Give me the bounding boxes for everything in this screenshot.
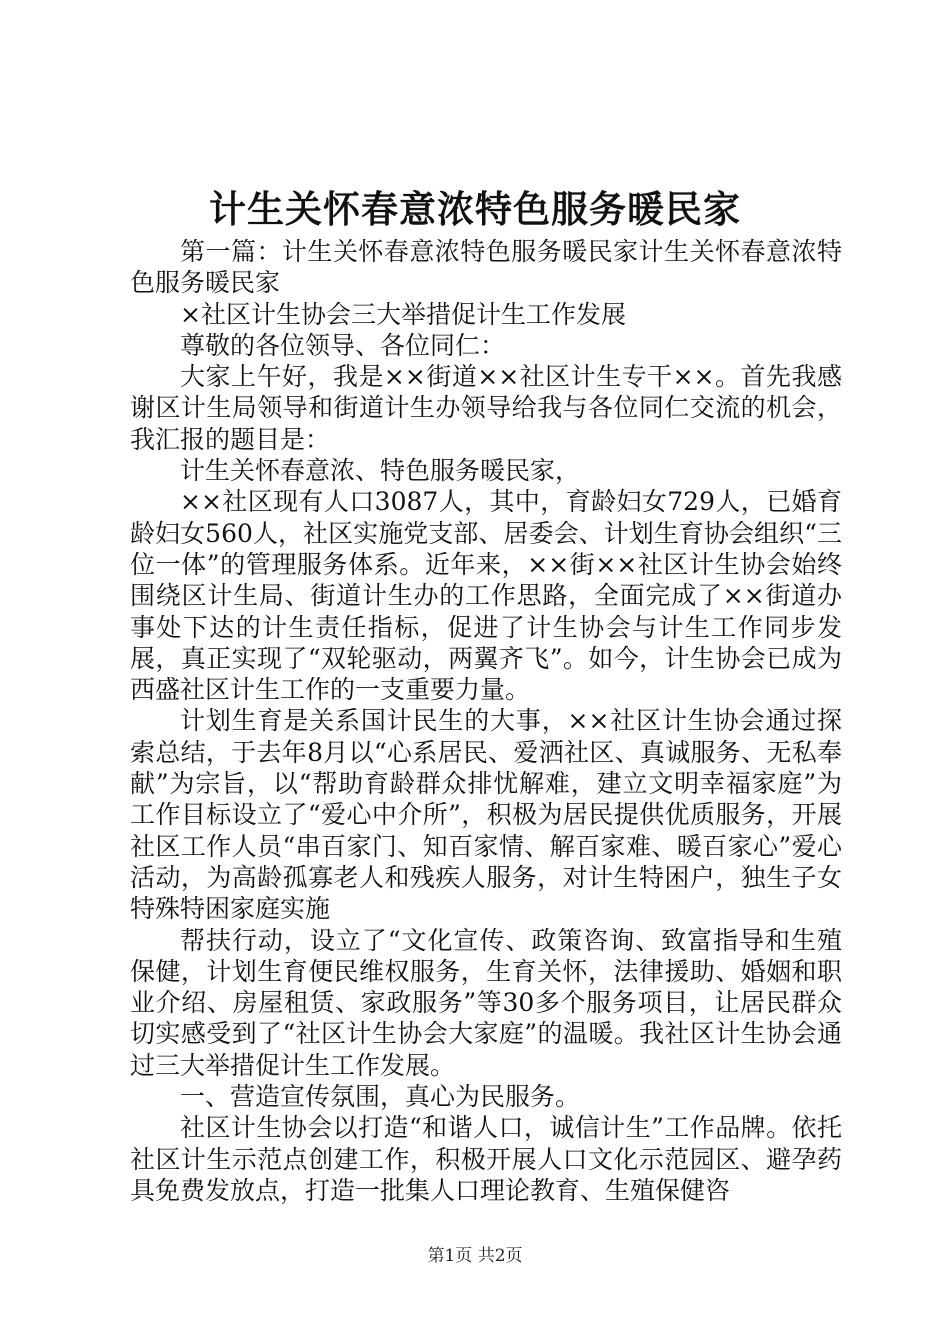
paragraph: 帮扶行动，设立了“文化宣传、政策咨询、致富指导和生殖保健，计划生育便民维权服务，生育关怀，法律援助、婚姻和职业介绍、房屋租赁、家政服务”等30多个服务项目，让居民群众切实感受到了“社区计生协会大家庭”的温暖。我社区计生协会通过三大举措促计生工作发展。 — [130, 925, 842, 1080]
paragraph: 社区计生协会以打造“和谐人口，诚信计生”工作品牌。依托社区计生示范点创建工作，积极开展人口文化示范园区、避孕药具免费发放点，打造一批集人口理论教育、生殖保健咨 — [130, 1113, 842, 1205]
paragraph: 大家上午好，我是××街道××社区计生专干××。首先我感谢区计生局领导和街道计生办领导给我与各位同仁交流的机会，我汇报的题目是： — [130, 362, 842, 454]
page-footer: 第1页 共2页 — [427, 1246, 523, 1266]
paragraph: 一、营造宣传氛围，真心为民服务。 — [180, 1082, 581, 1112]
paragraph: 计生关怀春意浓、特色服务暖民家， — [180, 456, 581, 486]
paragraph: ××社区现有人口3087人，其中，育龄妇女729人，已婚育龄妇女560人，社区实施党支部、居委会、计划生育协会组织“三位一体”的管理服务体系。近年来，××街××社区计生协会始终围绕区计生局、街道计生办的工作思路，全面完成了××街道办事处下达的计生责任指标，促进了计生协会与计生工作同步发展，真正实现了“双轮驱动，两翼齐飞”。如今，计生协会已成为西盛社区计生工作的一支重要力量。 — [130, 487, 842, 705]
paragraph: 计划生育是关系国计民生的大事，××社区计生协会通过探索总结，于去年8月以“心系居民、爱洒社区、真诚服务、无私奉献”为宗旨，以“帮助育龄群众排忧解难，建立文明幸福家庭”为工作目标设立了“爱心中介所”，积极为居民提供优质服务，开展社区工作人员“串百家门、知百家情、解百家难、暖百家心”爱心活动，为高龄孤寡老人和残疾人服务，对计生特困户，独生子女特殊特困家庭实施 — [130, 706, 842, 924]
document-body — [130, 236, 842, 1206]
document-title: 计生关怀春意浓特色服务暖民家 — [209, 187, 741, 231]
paragraph: ×社区计生协会三大举措促计生工作发展 — [180, 299, 626, 329]
paragraph: 尊敬的各位领导、各位同仁： — [180, 330, 506, 360]
paragraph: 第一篇：计生关怀春意浓特色服务暖民家计生关怀春意浓特色服务暖民家 — [130, 237, 842, 298]
